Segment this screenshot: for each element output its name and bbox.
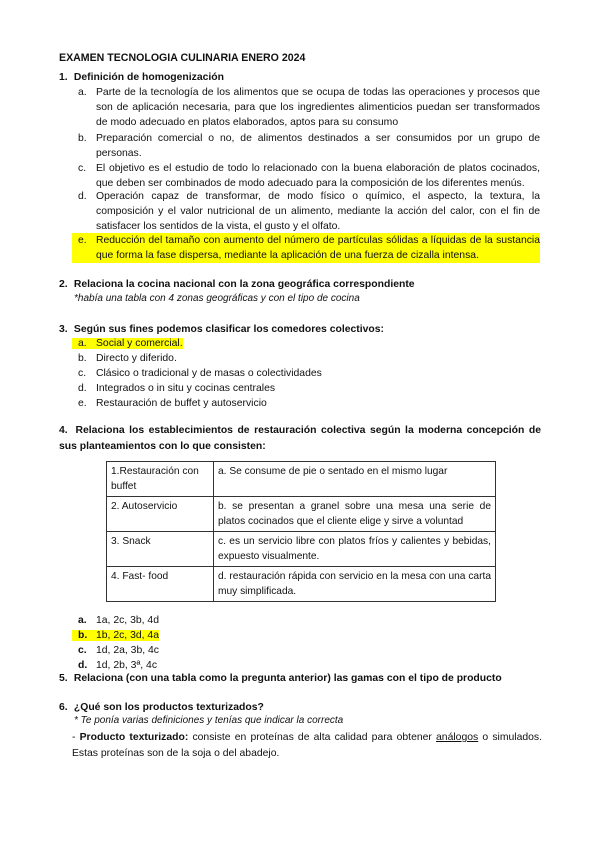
option-letter: c.	[78, 163, 87, 174]
answer-text-end: o simulados. Estas proteínas son de la soja o del abadejo.	[72, 732, 542, 759]
q1-option-d	[72, 189, 540, 234]
table-cell: b. se presentan a granel sobre una mesa una serie de platos cocinados que el cliente elige y sirve a voluntad	[214, 497, 496, 532]
option-letter: a.	[78, 87, 87, 98]
option-text: Integrados o in situ y cocinas centrales	[96, 383, 276, 394]
question-text: Relaciona la cocina nacional con la zona geográfica correspondiente	[73, 279, 415, 290]
option-text: Reducción del tamaño con aumento del número de partículas sólidas a líquidas de la sustancia que forma la fase dispersa, mediante la aplicación de una fuerza de cizalla intensa.	[96, 235, 540, 261]
option-letter: d.	[78, 383, 87, 394]
question-number: 6.	[59, 702, 68, 713]
option-letter: c.	[78, 368, 87, 379]
question-number: 1.	[59, 72, 68, 83]
question-3	[59, 322, 384, 337]
table-row	[107, 532, 496, 567]
option-letter: d.	[78, 660, 88, 671]
answer-prefix: -	[72, 732, 80, 743]
table-cell: 1.Restauración con buffet	[107, 462, 214, 497]
question-6	[59, 700, 264, 715]
question-text: Según sus fines podemos clasificar los comedores colectivos:	[73, 324, 384, 335]
answer-underlined-word: análogos	[436, 732, 479, 743]
option-letter: d.	[78, 191, 87, 202]
question-number: 3.	[59, 324, 68, 335]
q3-option-b	[72, 351, 177, 366]
option-letter: a.	[78, 615, 87, 626]
question-text: Relaciona (con una tabla como la pregunta anterior) las gamas con el tipo de producto	[73, 673, 502, 684]
option-letter: a.	[78, 338, 87, 349]
option-text: 1a, 2c, 3b, 4d	[96, 615, 159, 626]
q4-matching-table	[106, 461, 496, 602]
option-text: Preparación comercial o no, de alimentos destinados a ser consumidos por un grupo de personas.	[96, 133, 540, 159]
table-row	[107, 567, 496, 602]
q4-option-a	[72, 613, 159, 628]
option-text: Operación capaz de transformar, de modo físico o químico, el aspecto, la textura, la composición y el valor nutricional de un alimento, mediante la acción del calor, con el fin de satisfacer los sentidos de la vista, el gusto y el olfato.	[96, 191, 540, 232]
question-5	[59, 671, 502, 686]
option-letter: b.	[78, 353, 87, 364]
option-text: Clásico o tradicional y de masas o colectividades	[96, 368, 322, 379]
q4-option-c	[72, 643, 159, 658]
answer-text: consiste en proteínas de alta calidad para obtener	[188, 732, 437, 743]
table-row	[107, 497, 496, 532]
q3-option-d	[72, 381, 275, 396]
question-1	[59, 70, 224, 85]
q6-answer	[72, 730, 542, 762]
option-text: Directo y diferido.	[96, 353, 177, 364]
question-number: 5.	[59, 673, 68, 684]
option-text: 1d, 2b, 3ª, 4c	[96, 660, 158, 671]
table-cell: a. Se consume de pie o sentado en el mismo lugar	[214, 462, 496, 497]
option-letter: c.	[78, 645, 87, 656]
question-text: Definición de homogenización	[73, 72, 224, 83]
option-text: Restauración de buffet y autoservicio	[96, 398, 267, 409]
exam-title: EXAMEN TECNOLOGIA CULINARIA ENERO 2024	[59, 52, 306, 64]
option-text: 1d, 2a, 3b, 4c	[96, 645, 159, 656]
table-row	[107, 462, 496, 497]
table-cell: c. es un servicio libre con platos fríos y calientes y bebidas, expuesto visualmente.	[214, 532, 496, 567]
question-text: ¿Qué son los productos texturizados?	[73, 702, 264, 713]
question-number: 4.	[59, 425, 68, 436]
table-cell: 3. Snack	[107, 532, 214, 567]
q4-option-b-highlighted	[72, 628, 159, 643]
q1-option-a	[72, 85, 540, 130]
question-number: 2.	[59, 279, 68, 290]
q1-option-c	[72, 161, 540, 191]
option-letter: e.	[78, 235, 87, 246]
q1-option-e-highlighted	[72, 233, 540, 263]
option-text: 1b, 2c, 3d, 4a	[96, 630, 159, 641]
q1-option-b	[72, 131, 540, 161]
option-text: Social y comercial.	[96, 338, 183, 349]
option-letter: e.	[78, 398, 87, 409]
q2-note: *había una tabla con 4 zonas geográficas y con el tipo de cocina	[74, 293, 360, 304]
table-cell: 2. Autoservicio	[107, 497, 214, 532]
question-2	[59, 277, 415, 292]
option-letter: b.	[78, 133, 87, 144]
q3-option-a-highlighted	[72, 336, 183, 351]
q3-option-e	[72, 396, 267, 411]
option-text: Parte de la tecnología de los alimentos que se ocupa de todas las operaciones y procesos que son de aplicación necesaria, para que los ingredientes alimenticios puedan ser transformados de modo adecuado en platos elaborados, aptos para su consumo	[96, 87, 540, 128]
answer-label: Producto texturizado:	[79, 732, 189, 743]
option-text: El objetivo es el estudio de todo lo relacionado con la buena elaboración de platos cocinados, que deben ser combinados de modo adecuado para la composición de los diferentes menús.	[96, 163, 540, 189]
table-cell: 4. Fast- food	[107, 567, 214, 602]
q6-note: * Te ponía varias definiciones y tenías que indicar la correcta	[74, 715, 344, 726]
question-text: Relaciona los establecimientos de restauración colectiva según la moderna concepción de sus planteamientos con lo que consisten:	[59, 425, 541, 452]
q3-option-c	[72, 366, 322, 381]
table-cell: d. restauración rápida con servicio en la mesa con una carta muy simplificada.	[214, 567, 496, 602]
question-4	[59, 423, 541, 455]
option-letter: b.	[78, 630, 88, 641]
